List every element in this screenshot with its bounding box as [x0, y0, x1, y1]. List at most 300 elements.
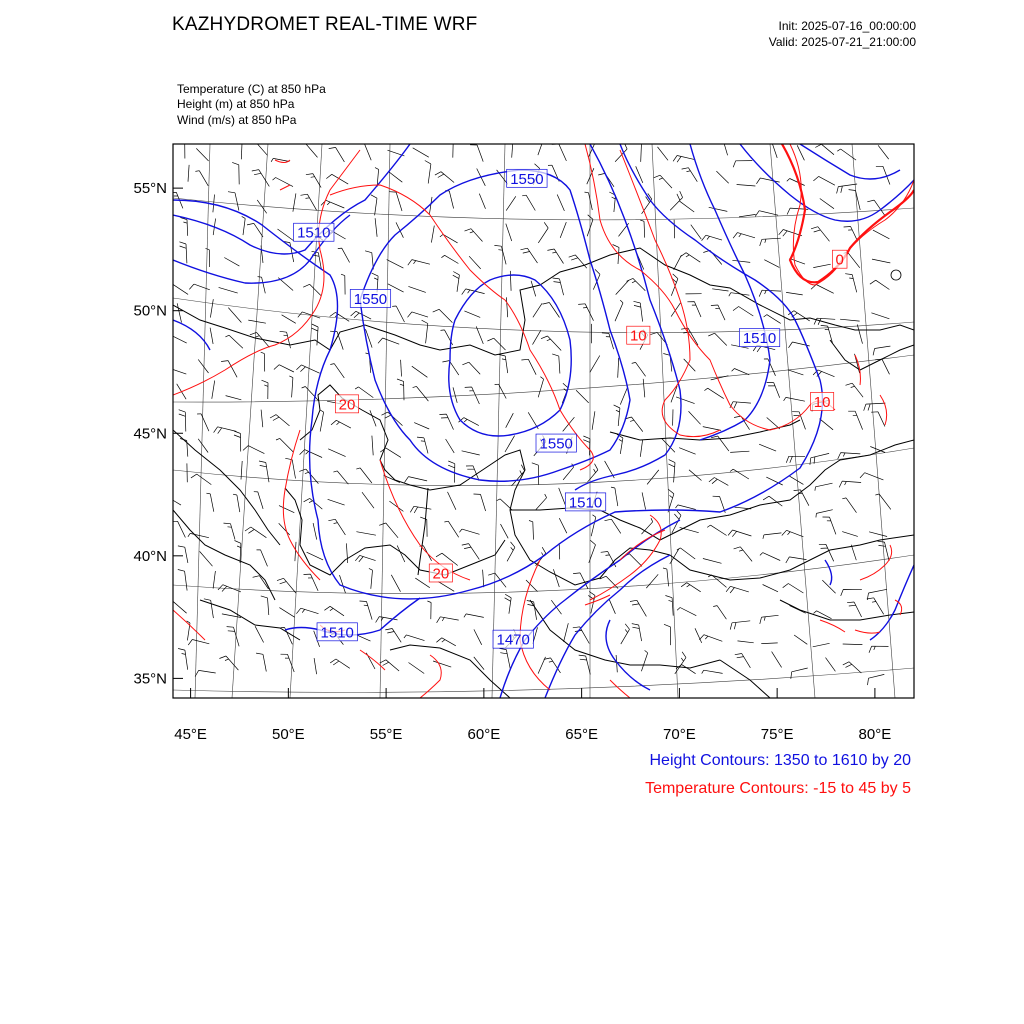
wind-barb — [425, 161, 431, 184]
wind-barb — [227, 627, 240, 647]
wind-barb — [219, 656, 238, 670]
wind-barb — [506, 413, 514, 428]
wind-barb — [734, 547, 753, 562]
wind-barb — [843, 662, 862, 673]
wind-barb — [654, 175, 672, 188]
wind-barb — [330, 659, 350, 668]
wind-barb — [307, 552, 324, 560]
wind-barb — [189, 284, 210, 290]
wind-barb — [506, 224, 512, 241]
wind-barb — [248, 320, 266, 323]
wind-barb — [533, 303, 542, 317]
wind-barb — [837, 184, 858, 193]
variable-height: Height (m) at 850 hPa — [177, 97, 295, 111]
wind-barb — [488, 573, 506, 587]
wind-barb — [842, 532, 858, 537]
wind-barb — [255, 626, 264, 642]
wind-barb — [453, 272, 460, 292]
wind-barb — [470, 145, 483, 162]
wind-barb — [763, 533, 782, 539]
wind-barb — [389, 501, 403, 511]
wind-barb — [282, 315, 296, 324]
wind-barb — [535, 494, 546, 510]
wind-barb — [312, 324, 319, 345]
wind-barb — [259, 461, 269, 482]
svg-text:1470: 1470 — [496, 631, 530, 649]
wind-barb — [823, 517, 836, 534]
wind-barb — [379, 523, 398, 538]
wind-barb — [180, 218, 187, 236]
wind-barb — [761, 643, 778, 644]
wind-barb — [177, 303, 181, 322]
wind-barb — [405, 477, 428, 483]
lon-tick-label: 75°E — [760, 726, 794, 743]
wind-barb — [505, 594, 512, 613]
wind-barb — [730, 451, 749, 452]
wind-barb — [225, 335, 243, 348]
wind-barb — [680, 253, 700, 263]
svg-text:20: 20 — [338, 396, 356, 414]
wind-barb — [389, 172, 402, 182]
wind-barb — [355, 555, 375, 562]
wind-barb — [462, 451, 480, 455]
wind-barb — [871, 313, 889, 319]
height-contour-label — [317, 623, 357, 642]
wind-barb — [446, 439, 455, 453]
wind-barb — [233, 494, 240, 512]
wind-barb — [552, 354, 560, 374]
wind-barb — [704, 388, 723, 398]
wind-barb — [794, 635, 807, 644]
wind-barb — [658, 147, 669, 160]
wind-barb — [579, 655, 591, 674]
wind-barb — [397, 379, 404, 400]
wind-barb — [270, 415, 290, 426]
wind-barb — [198, 359, 208, 373]
wind-barb — [413, 148, 429, 157]
wind-barb — [869, 646, 889, 653]
wind-barb — [869, 532, 887, 537]
wind-barb — [723, 140, 728, 156]
init-time: Init: 2025-07-16_00:00:00 — [778, 19, 916, 33]
wind-barb — [338, 248, 350, 262]
wind-barb — [279, 506, 294, 513]
wind-barb — [444, 521, 458, 537]
height-contour-label — [739, 329, 779, 348]
wind-barb — [605, 519, 621, 533]
lat-tick-label: 45°N — [133, 425, 167, 443]
wind-barb — [415, 578, 430, 588]
wind-barb — [712, 289, 728, 291]
wind-barb — [385, 629, 401, 643]
svg-text:10: 10 — [813, 393, 831, 411]
wind-barb — [687, 302, 701, 317]
wind-barb — [378, 338, 399, 344]
wind-barb — [413, 386, 429, 401]
wind-barb — [433, 309, 453, 322]
wind-barb — [362, 492, 374, 508]
wind-barb — [737, 185, 756, 187]
wind-barb — [242, 216, 246, 235]
wind-barb — [767, 383, 780, 398]
wind-barb — [422, 320, 428, 343]
wind-barb — [668, 460, 675, 483]
svg-text:1510: 1510 — [742, 330, 777, 348]
wind-barb — [640, 440, 642, 457]
wind-barb — [295, 542, 296, 561]
wind-barb — [576, 390, 589, 403]
wind-barb — [351, 311, 372, 319]
wind-barb — [261, 410, 263, 428]
wind-barb — [797, 145, 804, 160]
wind-barb — [585, 192, 593, 210]
variable-wind: Wind (m/s) at 850 hPa — [177, 113, 297, 127]
wind-barb — [396, 222, 403, 237]
wind-barb — [261, 352, 265, 371]
wind-barb — [790, 606, 806, 614]
wind-barb — [600, 576, 618, 588]
wind-barb — [615, 300, 623, 321]
wind-barb — [643, 379, 645, 397]
valid-time: Valid: 2025-07-21_21:00:00 — [768, 35, 916, 49]
lon-tick-label: 55°E — [369, 726, 403, 743]
wind-barb — [328, 499, 345, 505]
wind-barb — [677, 548, 695, 559]
wind-barb — [210, 299, 213, 317]
wind-barb — [875, 494, 891, 509]
wind-barb — [730, 402, 751, 409]
lat-tick-label: 50°N — [133, 302, 167, 320]
wind-barb — [219, 287, 238, 293]
wind-barb — [506, 297, 507, 317]
wind-barb — [695, 628, 702, 643]
wind-barb — [732, 260, 750, 262]
wind-barb — [328, 519, 345, 535]
wind-barb — [716, 171, 728, 183]
wind-barb — [636, 166, 643, 183]
wind-barb — [328, 449, 345, 457]
wind-barb — [680, 527, 699, 532]
svg-text:1510: 1510 — [568, 494, 603, 512]
wind-barb — [392, 306, 404, 322]
wind-barb — [224, 258, 239, 267]
wind-barb — [547, 249, 563, 264]
wind-barb — [438, 581, 454, 591]
wind-barb — [760, 553, 780, 561]
lat-tick-label: 40°N — [133, 547, 167, 565]
wind-barb — [391, 575, 400, 592]
wind-barb — [333, 471, 348, 484]
lon-tick-label: 65°E — [565, 726, 598, 743]
svg-text:1510: 1510 — [297, 224, 331, 242]
wind-barb — [474, 494, 486, 511]
wind-barb — [674, 255, 682, 270]
wind-barb — [709, 207, 728, 211]
wind-barb — [178, 570, 187, 591]
wind-barb — [878, 145, 889, 159]
wind-barb — [247, 223, 263, 237]
wind-barb — [679, 448, 695, 455]
wind-barb — [462, 544, 480, 560]
wind-barb — [578, 304, 593, 321]
wind-barb — [616, 280, 629, 295]
wind-barb — [414, 423, 429, 429]
wind-barb — [733, 233, 755, 239]
wind-barb — [341, 274, 345, 294]
wind-barb — [433, 661, 451, 667]
wind-barb — [826, 658, 836, 672]
height-contour-label — [536, 434, 576, 453]
wind-barb — [646, 574, 658, 588]
wind-barb — [711, 305, 725, 320]
temperature-contour-label — [627, 326, 650, 345]
wind-barb — [437, 617, 459, 623]
wind-barb — [501, 524, 509, 538]
wind-barb — [767, 418, 780, 430]
wind-barb — [673, 156, 695, 163]
wind-barb — [453, 387, 457, 402]
wind-barb — [674, 220, 675, 239]
wind-barb — [166, 600, 187, 613]
wind-barb — [872, 259, 890, 263]
wind-barb — [592, 411, 595, 430]
lon-tick-label: 45°E — [174, 726, 207, 743]
zero-degree-contour — [782, 144, 914, 282]
wind-barb — [285, 458, 295, 478]
variable-temperature: Temperature (C) at 850 hPa — [177, 82, 326, 96]
wind-barb — [532, 463, 539, 485]
latitude-axis — [133, 180, 183, 687]
wind-barb — [462, 362, 480, 374]
wind-barb — [179, 410, 186, 432]
wind-barb — [670, 191, 682, 210]
wind-barb — [356, 532, 376, 536]
wind-barb — [820, 199, 834, 209]
svg-text:0: 0 — [835, 251, 844, 269]
wind-barb — [340, 575, 346, 593]
wind-barb — [591, 515, 596, 536]
wind-barb — [212, 381, 215, 399]
wind-barb — [214, 427, 237, 434]
wind-barb — [677, 608, 696, 616]
wind-barb — [815, 483, 833, 491]
wind-barb — [783, 584, 804, 594]
wind-barb — [427, 601, 431, 619]
wind-barb — [733, 307, 753, 317]
wind-barb — [676, 665, 696, 674]
wind-barb — [840, 319, 860, 321]
wind-barbs — [166, 133, 891, 686]
wind-barb — [843, 644, 863, 645]
wind-barb — [552, 144, 567, 161]
wind-barb — [365, 144, 372, 160]
svg-text:1550: 1550 — [539, 435, 573, 453]
wind-barb — [559, 488, 566, 506]
wind-barb — [625, 417, 643, 432]
wind-barb — [811, 285, 834, 294]
wind-barb — [864, 403, 886, 411]
wind-barb — [819, 544, 834, 561]
wind-barb — [702, 235, 722, 241]
wind-barb — [867, 598, 884, 615]
wind-barb — [356, 468, 372, 483]
wind-barb — [822, 580, 835, 593]
wind-barb — [538, 222, 548, 243]
wind-barb — [197, 414, 209, 431]
wind-barb — [609, 599, 616, 614]
wind-barb — [279, 608, 294, 618]
wind-barb — [370, 410, 376, 426]
wind-barb — [224, 523, 236, 539]
wind-barb — [813, 264, 830, 267]
wind-barb — [369, 568, 373, 588]
wind-barb — [611, 487, 618, 506]
wind-barb — [178, 649, 188, 670]
wind-barb — [234, 431, 241, 452]
wind-barb — [763, 585, 778, 592]
wind-barb — [521, 248, 538, 263]
height-contour-label — [294, 223, 334, 242]
wind-barb — [689, 411, 701, 424]
wind-barb — [676, 397, 695, 404]
wind-barb — [408, 260, 430, 266]
wind-barb — [713, 606, 726, 620]
wind-barb — [274, 365, 294, 372]
wind-barb — [483, 570, 484, 588]
wind-barb — [618, 358, 619, 378]
wind-barb — [409, 663, 425, 674]
wind-barb — [873, 230, 890, 239]
wind-barb — [441, 255, 458, 263]
temperature-contour-label — [811, 392, 834, 411]
wind-barb — [243, 446, 264, 454]
wind-barb — [228, 308, 241, 323]
wind-barb — [256, 653, 266, 671]
svg-text:1510: 1510 — [320, 624, 354, 642]
wind-barb — [813, 643, 830, 647]
wind-barb — [786, 292, 803, 295]
wind-barb — [559, 518, 567, 533]
lon-tick-label: 50°E — [272, 726, 305, 743]
wind-barb — [474, 657, 484, 670]
wind-barb — [195, 670, 216, 676]
wind-barb — [436, 638, 455, 646]
wind-barb — [330, 364, 344, 378]
wind-barb — [303, 284, 321, 295]
wind-barb — [261, 246, 263, 263]
wind-barb — [870, 280, 890, 289]
wind-barb — [304, 574, 319, 591]
wind-barb — [382, 412, 403, 426]
wind-barb — [627, 278, 646, 290]
wind-barb — [538, 377, 543, 398]
wind-barb — [507, 542, 515, 561]
lon-tick-label: 80°E — [858, 726, 892, 743]
wind-barb — [313, 523, 317, 540]
wind-barb — [505, 436, 515, 452]
wind-barb — [759, 444, 776, 451]
wind-barb — [573, 573, 588, 589]
wind-barb — [789, 476, 803, 484]
wind-barb — [664, 624, 671, 645]
wind-barb — [521, 359, 536, 374]
wind-barb — [732, 369, 750, 375]
wind-barb — [787, 179, 805, 186]
wind-barb — [844, 227, 858, 242]
wind-barb — [760, 615, 779, 624]
wind-barb — [474, 629, 482, 644]
wind-barb — [408, 312, 429, 317]
wind-barb — [788, 370, 804, 375]
wind-barb — [506, 196, 516, 210]
wind-barb — [326, 174, 348, 184]
wind-barb — [314, 658, 317, 674]
wind-barb — [213, 195, 215, 213]
wind-barb — [289, 376, 293, 398]
height-contour-label — [565, 493, 605, 512]
wind-barb — [848, 411, 862, 429]
wind-barb — [590, 356, 600, 373]
height-contour-labels — [294, 169, 780, 648]
svg-text:1550: 1550 — [353, 290, 388, 308]
wind-barb — [360, 601, 373, 620]
wind-barb — [499, 648, 510, 669]
wind-barb — [815, 144, 834, 155]
height-contour-label — [507, 169, 547, 188]
wind-barb — [279, 523, 290, 535]
wind-barb — [410, 506, 431, 513]
wind-barb — [178, 546, 188, 563]
wind-barb — [476, 326, 483, 344]
temperature-contour-label — [832, 250, 847, 269]
wind-barb — [371, 195, 377, 216]
wind-barb — [206, 248, 210, 267]
wind-barb — [459, 529, 479, 534]
wind-barb — [820, 419, 834, 430]
wind-barb — [702, 670, 723, 673]
wind-barb — [782, 530, 804, 537]
wind-barb — [464, 614, 484, 618]
wind-barb — [733, 161, 752, 168]
wind-barb — [839, 481, 861, 487]
wind-barb — [676, 505, 696, 510]
wind-barb — [647, 470, 659, 485]
wind-barb — [784, 397, 805, 401]
wind-barb — [642, 492, 646, 509]
wind-barb — [442, 361, 458, 376]
wind-barb — [512, 141, 513, 158]
lon-tick-label: 70°E — [663, 726, 696, 743]
wind-barb — [681, 583, 701, 592]
wind-barb — [188, 640, 209, 646]
wind-barb — [450, 140, 454, 158]
wind-barb — [772, 652, 782, 668]
wind-barb — [671, 386, 677, 403]
wind-barb — [257, 550, 268, 567]
wind-barb — [755, 211, 778, 217]
wind-barb — [557, 195, 564, 211]
wind-barb — [699, 635, 722, 642]
wind-barb — [857, 325, 862, 344]
wind-barb — [559, 543, 560, 559]
wind-barb — [860, 473, 883, 480]
wind-barb — [245, 527, 266, 538]
wind-barb — [531, 281, 536, 297]
wind-barb — [614, 405, 620, 426]
wind-barb — [380, 660, 399, 671]
wind-barb — [300, 450, 323, 458]
wind-barb — [739, 214, 756, 217]
